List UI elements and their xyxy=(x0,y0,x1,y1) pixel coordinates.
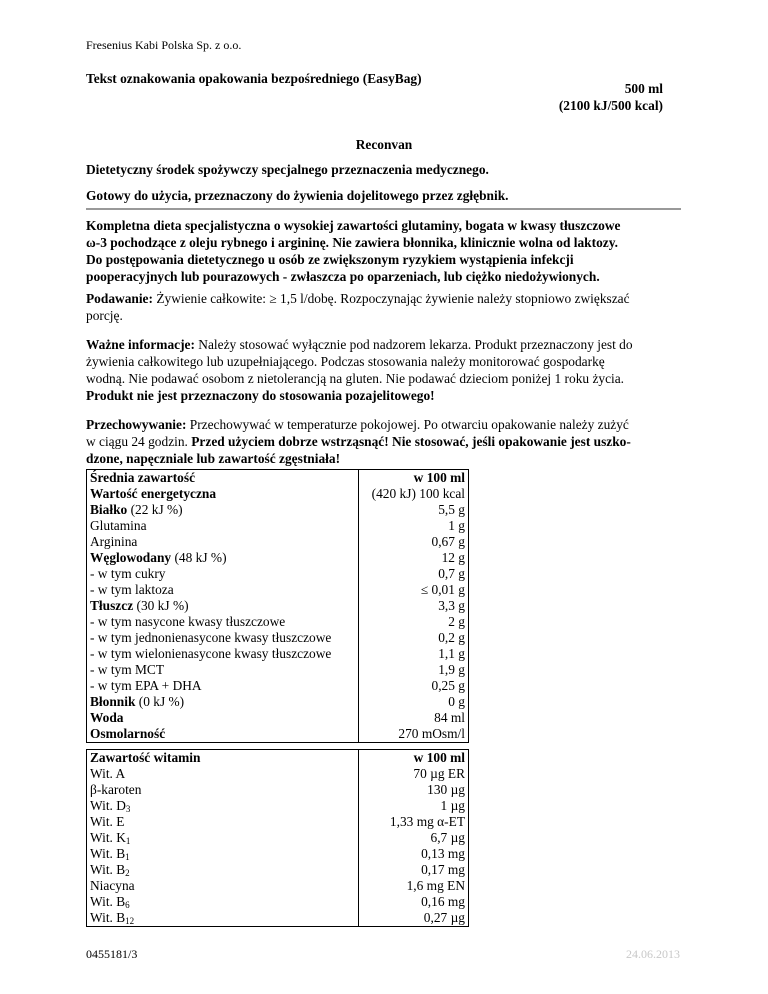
table-row xyxy=(87,910,469,927)
nutrient-value: 1,9 g xyxy=(359,662,469,678)
nutrient-name: Białko xyxy=(90,502,128,517)
table-header-value: w 100 ml xyxy=(359,470,469,487)
vitamin-label xyxy=(87,894,359,910)
nutrient-name: Woda xyxy=(90,710,124,725)
nutrient-value: 84 ml xyxy=(359,710,469,726)
nutrient-name: Błonnik xyxy=(90,694,136,709)
nutrient-value: 5,5 g xyxy=(359,502,469,518)
vitamin-value: 0,17 mg xyxy=(359,862,469,878)
storage-label: Przechowywanie: xyxy=(86,417,187,432)
nutrient-detail: Glutamina xyxy=(90,518,147,533)
description-line: ω-3 pochodzące z oleju rybnego i argininę. Nie zawiera błonnika, klinicznie wolna od laktozy. xyxy=(86,235,619,250)
table-header-label: Zawartość witamin xyxy=(87,750,359,767)
nutrient-detail: - w tym cukry xyxy=(90,566,166,581)
package-energy: (2100 kJ/500 kcal) xyxy=(558,98,663,113)
vitamin-name: Niacyna xyxy=(90,878,135,893)
nutrient-detail: - w tym MCT xyxy=(90,662,165,677)
table-row xyxy=(87,598,469,614)
table-header-label: Średnia zawartość xyxy=(87,470,359,487)
table-row xyxy=(87,486,469,502)
package-volume-block xyxy=(559,80,663,114)
nutrient-label xyxy=(87,502,359,518)
nutrient-label xyxy=(87,614,359,630)
administration-label: Podawanie: xyxy=(86,291,153,306)
vitamin-label xyxy=(87,878,359,894)
product-usage: Gotowy do użycia, przeznaczony do żywienia dojelitowego przez zgłębnik. xyxy=(86,188,509,203)
vitamin-value: 6,7 µg xyxy=(359,830,469,846)
administration-section xyxy=(86,290,681,324)
nutrient-name: Tłuszcz xyxy=(90,598,134,613)
table-row xyxy=(87,694,469,710)
nutrient-detail: (0 kJ %) xyxy=(135,694,185,709)
nutrient-detail: - w tym laktoza xyxy=(90,582,174,597)
nutrient-value: 1,1 g xyxy=(359,646,469,662)
table-row xyxy=(87,582,469,598)
vitamin-subscript: 6 xyxy=(125,900,130,910)
table-row xyxy=(87,470,469,487)
nutrient-label xyxy=(87,678,359,694)
vitamin-label xyxy=(87,782,359,798)
product-category: Dietetyczny środek spożywczy specjalnego przeznaczenia medycznego. xyxy=(86,162,489,177)
nutrient-label xyxy=(87,566,359,582)
info-text: Należy stosować wyłącznie pod nadzorem lekarza. Produkt przeznaczony jest do xyxy=(194,337,633,352)
table-row xyxy=(87,862,469,878)
table-row xyxy=(87,726,469,743)
nutrient-label xyxy=(87,726,359,743)
nutrient-value: 0,7 g xyxy=(359,566,469,582)
storage-text: w ciągu 24 godzin. xyxy=(86,434,192,449)
nutrient-label xyxy=(87,646,359,662)
vitamin-value: 0,16 mg xyxy=(359,894,469,910)
nutrient-detail: - w tym wielonienasycone kwasy tłuszczowe xyxy=(90,646,332,661)
vitamin-name: β-karoten xyxy=(90,782,142,797)
table-row xyxy=(87,814,469,830)
nutrient-value: 1 g xyxy=(359,518,469,534)
description-line: Kompletna dieta specjalistyczna o wysokiej zawartości glutaminy, bogata w kwasy tłuszczowe xyxy=(86,218,621,233)
product-description xyxy=(86,217,681,285)
vitamin-name: Wit. K xyxy=(90,830,126,845)
nutrient-value: 0,25 g xyxy=(359,678,469,694)
nutrient-value: ≤ 0,01 g xyxy=(359,582,469,598)
nutrient-value: 2 g xyxy=(359,614,469,630)
vitamin-label xyxy=(87,910,359,927)
vitamin-name: Wit. B xyxy=(90,910,126,925)
vitamin-name: Wit. B xyxy=(90,862,126,877)
nutrient-value: 0,2 g xyxy=(359,630,469,646)
nutrient-detail: - w tym EPA + DHA xyxy=(90,678,202,693)
nutrient-label xyxy=(87,710,359,726)
table-row xyxy=(87,534,469,550)
vitamin-value: 1,33 mg α-ET xyxy=(359,814,469,830)
vitamin-subscript: 3 xyxy=(125,804,131,814)
nutrient-detail: (30 kJ %) xyxy=(133,598,189,613)
table-row xyxy=(87,830,469,846)
nutrient-value: 0 g xyxy=(359,694,469,710)
storage-text: Przechowywać w temperaturze pokojowej. Po otwarciu opakowanie należy zużyć xyxy=(186,417,629,432)
nutrient-value: 270 mOsm/l xyxy=(359,726,469,743)
table-row xyxy=(87,710,469,726)
package-volume: 500 ml xyxy=(624,81,663,96)
table-row xyxy=(87,894,469,910)
table-row xyxy=(87,502,469,518)
nutrient-detail: - w tym nasycone kwasy tłuszczowe xyxy=(90,614,286,629)
table-row xyxy=(87,566,469,582)
vitamin-name: Wit. B xyxy=(90,894,126,909)
product-name: Reconvan xyxy=(355,137,413,152)
table-row xyxy=(87,782,469,798)
nutrient-detail: - w tym jednonienasycone kwasy tłuszczowe xyxy=(90,630,332,645)
table-row xyxy=(87,662,469,678)
storage-section xyxy=(86,416,681,467)
vitamin-name: Wit. E xyxy=(90,814,125,829)
document-title: Tekst oznakowania opakowania bezpośredniego (EasyBag) xyxy=(86,71,422,86)
vitamin-label xyxy=(87,862,359,878)
administration-text: Żywienie całkowite: ≥ 1,5 l/dobę. Rozpoczynając żywienie należy stopniowo zwiększać xyxy=(152,291,630,306)
vitamin-value: 70 µg ER xyxy=(359,766,469,782)
table-row xyxy=(87,846,469,862)
vitamin-name: Wit. D xyxy=(90,798,126,813)
vitamin-value: 1 µg xyxy=(359,798,469,814)
nutrient-label xyxy=(87,582,359,598)
table-row xyxy=(87,614,469,630)
table-row xyxy=(87,798,469,814)
description-line: pooperacyjnych lub pourazowych - zwłaszcza po oparzeniach, lub ciężko niedożywionych. xyxy=(86,269,600,284)
document-code: 0455181/3 xyxy=(86,947,138,961)
administration-text: porcję. xyxy=(86,308,123,323)
nutrient-label xyxy=(87,534,359,550)
table-row xyxy=(87,646,469,662)
vitamin-value: 1,6 mg EN xyxy=(359,878,469,894)
vitamin-name: Wit. B xyxy=(90,846,126,861)
nutrient-label xyxy=(87,694,359,710)
table-row xyxy=(87,678,469,694)
nutrient-label xyxy=(87,550,359,566)
company-name: Fresenius Kabi Polska Sp. z o.o. xyxy=(86,38,242,52)
nutrient-label xyxy=(87,518,359,534)
vitamins-table xyxy=(86,749,469,927)
vitamin-label xyxy=(87,766,359,782)
vitamin-subscript: 2 xyxy=(125,868,130,878)
vitamin-subscript: 1 xyxy=(125,836,131,846)
divider xyxy=(86,208,681,210)
important-info-section xyxy=(86,336,681,404)
nutrient-value: 3,3 g xyxy=(359,598,469,614)
nutrient-name: Osmolarność xyxy=(90,726,166,741)
nutrient-value: 12 g xyxy=(359,550,469,566)
table-row xyxy=(87,750,469,767)
vitamin-label xyxy=(87,846,359,862)
nutrient-label xyxy=(87,662,359,678)
nutrient-detail: Arginina xyxy=(90,534,138,549)
nutrient-label xyxy=(87,630,359,646)
info-label: Ważne informacje: xyxy=(86,337,195,352)
nutrient-detail: (22 kJ %) xyxy=(127,502,183,517)
vitamin-value: 0,13 mg xyxy=(359,846,469,862)
info-warning: Produkt nie jest przeznaczony do stosowania pozajelitowego! xyxy=(86,388,435,403)
vitamin-label xyxy=(87,798,359,814)
table-header-value: w 100 ml xyxy=(359,750,469,767)
info-text: żywienia całkowitego lub uzupełniającego. Podczas stosowania należy monitorować gospodarkę xyxy=(86,354,605,369)
table-row xyxy=(87,550,469,566)
vitamin-value: 130 µg xyxy=(359,782,469,798)
nutrient-name: Węglowodany xyxy=(90,550,172,565)
vitamin-name: Wit. A xyxy=(90,766,126,781)
vitamin-label xyxy=(87,830,359,846)
table-row xyxy=(87,518,469,534)
table-row xyxy=(87,878,469,894)
info-text: wodną. Nie podawać osobom z nietolerancją na gluten. Nie podawać dzieciom poniżej 1 roku życia. xyxy=(86,371,625,386)
storage-warning: Przed użyciem dobrze wstrząsnąć! Nie stosować, jeśli opakowanie jest uszko- xyxy=(191,434,631,449)
nutrient-label xyxy=(87,598,359,614)
document-date: 24.06.2013 xyxy=(626,947,680,961)
nutrition-table xyxy=(86,469,469,743)
vitamin-label xyxy=(87,814,359,830)
description-line: Do postępowania dietetycznego u osób ze zwiększonym ryzykiem wystąpienia infekcji xyxy=(86,252,574,267)
table-row xyxy=(87,630,469,646)
nutrient-value: 0,67 g xyxy=(359,534,469,550)
vitamin-value: 0,27 µg xyxy=(359,910,469,927)
vitamin-subscript: 12 xyxy=(125,916,135,926)
vitamin-subscript: 1 xyxy=(125,852,130,862)
nutrient-detail: (48 kJ %) xyxy=(171,550,227,565)
energy-value: (420 kJ) 100 kcal xyxy=(359,486,469,502)
storage-warning: dzone, napęczniale lub zawartość zgęstniała! xyxy=(86,451,341,466)
table-row xyxy=(87,766,469,782)
energy-label: Wartość energetyczna xyxy=(87,486,359,502)
